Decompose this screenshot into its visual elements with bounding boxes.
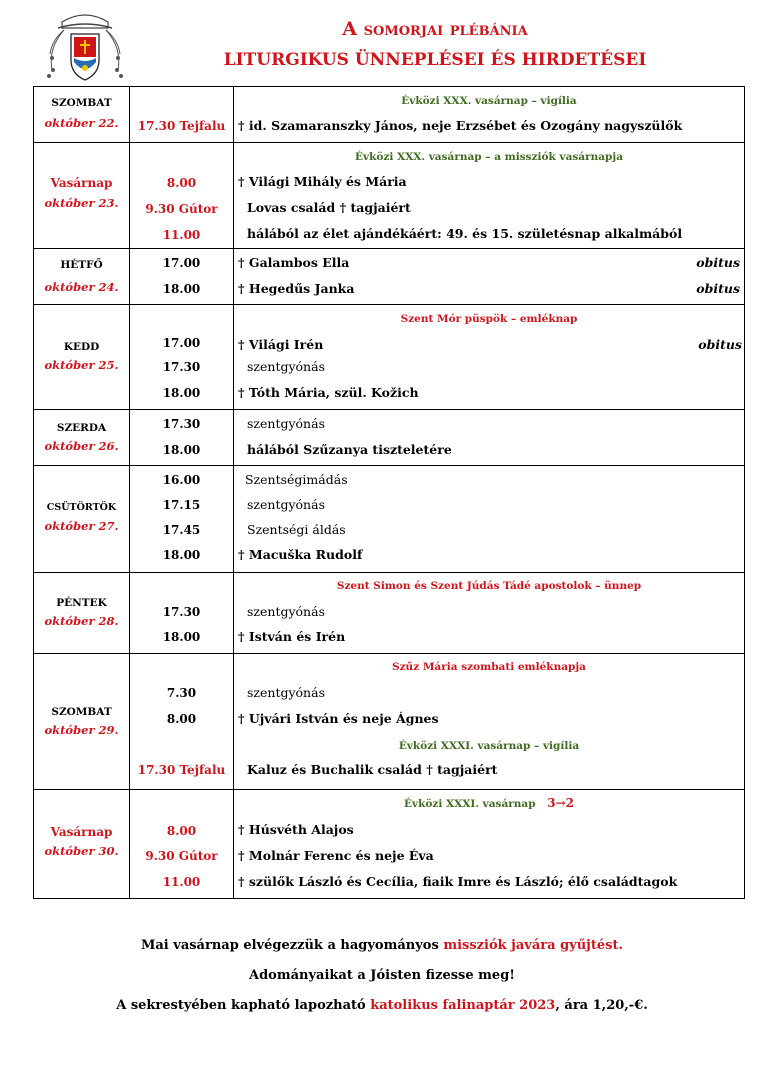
liturgical-heading: Évközi XXX. vasárnap – vigília [401, 95, 577, 107]
mass-time: 8.00 [166, 712, 197, 726]
intention: szentgyónás [247, 497, 325, 512]
day-name: PÉNTEK [56, 597, 107, 609]
mass-time: 7.30 [166, 686, 197, 700]
announcement-text: Mai vasárnap elvégezzük a hagyományos [140, 938, 444, 953]
day-name: KEDD [63, 341, 100, 353]
schedule-row-oct28 [34, 573, 745, 654]
day-name: CSÜTÖRTÖK [46, 502, 117, 513]
announcement-text: , ára 1,20,-€. [555, 998, 648, 1013]
mass-time: 17.00 [162, 256, 201, 270]
intention: † Macuška Rudolf [238, 547, 363, 562]
announcement-highlight: missziók javára gyűjtést. [443, 938, 623, 953]
schedule-row-oct27 [34, 466, 745, 573]
liturgical-heading: Szent Mór püspök – emléknap [400, 313, 578, 325]
obitus-note: obitus [696, 281, 740, 296]
heading-change-note: 3→2 [547, 796, 574, 810]
intention: † Világi Irén [238, 337, 324, 352]
mass-time: 17.30 [162, 417, 201, 431]
day-name: SZOMBAT [51, 706, 112, 718]
intention: Szentségimádás [245, 472, 348, 487]
mass-time: 18.00 [162, 630, 201, 644]
schedule-row-oct22 [34, 87, 745, 143]
mass-time: 17.15 [162, 498, 201, 512]
intention: Szentségi áldás [247, 522, 346, 537]
mass-time: 9.30 Gútor [145, 202, 218, 216]
day-date: október 23. [44, 196, 119, 210]
parish-crest-logo [44, 10, 126, 90]
mass-time: 17.30 [162, 605, 201, 619]
mass-time: 17.45 [162, 523, 201, 537]
intention: † Húsvéth Alajos [238, 822, 354, 837]
mass-time: 11.00 [162, 875, 201, 889]
intention: † Világi Mihály és Mária [238, 174, 407, 189]
intention: † Galambos Ella [238, 255, 350, 270]
schedule-row-oct23 [34, 143, 745, 249]
day-name: Vasárnap [50, 176, 113, 190]
day-name: SZERDA [56, 422, 107, 434]
announcement-calendar [0, 998, 764, 1013]
announcement-collection [0, 938, 764, 953]
intention: szentgyónás [247, 685, 325, 700]
intention: † Molnár Ferenc és neje Éva [238, 848, 434, 863]
mass-time: 17.30 [162, 360, 201, 374]
day-date: október 28. [44, 614, 119, 628]
mass-time: 18.00 [162, 386, 201, 400]
day-date: október 24. [44, 280, 119, 294]
schedule-row-oct25 [34, 305, 745, 410]
mass-time: 18.00 [162, 548, 201, 562]
liturgical-heading: Évközi XXXI. vasárnap – vigília [398, 740, 580, 752]
intention: hálából Szűzanya tiszteletére [247, 442, 452, 457]
day-name: Vasárnap [50, 825, 113, 839]
page-subtitle: LITURGIKUS ÜNNEPLÉSEI ÉS HIRDETÉSEI [223, 50, 647, 70]
day-date: október 30. [44, 844, 119, 858]
intention: † Tóth Mária, szül. Kožich [238, 385, 419, 400]
announcement-highlight: katolikus falinaptár 2023 [370, 998, 556, 1013]
mass-time: 17.30 Tejfalu [137, 119, 226, 133]
intention: szentgyónás [247, 416, 325, 431]
schedule-row-oct24 [34, 249, 745, 305]
liturgical-heading: Évközi XXX. vasárnap – a missziók vasárnapja [354, 151, 624, 163]
day-date: október 22. [44, 116, 119, 130]
intention: szentgyónás [247, 604, 325, 619]
schedule-row-oct29 [34, 654, 745, 790]
mass-time: 16.00 [162, 473, 201, 487]
schedule-row-oct26 [34, 410, 745, 466]
schedule-row-oct30 [34, 790, 745, 899]
announcement-thanks: Adományaikat a Jóisten fizesse meg! [249, 968, 515, 983]
day-name: HÉTFŐ [60, 259, 103, 271]
mass-time: 9.30 Gútor [145, 849, 218, 863]
intention: hálából az élet ajándékáért: 49. és 15. születésnap alkalmából [247, 226, 683, 241]
liturgical-heading: Szűz Mária szombati emléknapja [392, 661, 586, 673]
intention: † István és Irén [238, 629, 346, 644]
intention: Lovas család † tagjaiért [247, 200, 411, 215]
intention: † Hegedűs Janka [238, 281, 355, 296]
day-date: október 25. [44, 358, 119, 372]
liturgical-heading-text: Évközi XXXI. vasárnap [403, 798, 536, 810]
day-name: SZOMBAT [51, 97, 112, 109]
intention: Kaluz és Buchalik család † tagjaiért [247, 762, 498, 777]
liturgical-heading [234, 795, 744, 812]
schedule-table [33, 86, 745, 899]
liturgical-heading: Szent Simon és Szent Júdás Tádé apostolok – ünnep [336, 580, 642, 592]
mass-time: 18.00 [162, 443, 201, 457]
day-date: október 29. [44, 723, 119, 737]
mass-time: 11.00 [162, 228, 201, 242]
intention: † id. Szamaranszky János, neje Erzsébet és Ozogány nagyszülők [238, 118, 683, 133]
mass-time: 17.00 [162, 336, 201, 350]
day-date: október 26. [44, 439, 119, 453]
obitus-note: obitus [698, 337, 742, 352]
obitus-note: obitus [696, 255, 740, 270]
page-title: A somorjai plébánia [342, 18, 528, 40]
mass-time: 17.30 Tejfalu [137, 763, 226, 777]
intention: † szülők László és Cecília, fiaik Imre és László; élő családtagok [238, 874, 678, 889]
mass-time: 18.00 [162, 282, 201, 296]
intention: † Ujvári István és neje Ágnes [238, 711, 439, 726]
announcement-text: A sekrestyében kapható lapozható [116, 998, 371, 1013]
intention: szentgyónás [247, 359, 325, 374]
mass-time: 8.00 [166, 824, 197, 838]
mass-time: 8.00 [166, 176, 197, 190]
day-date: október 27. [44, 519, 119, 533]
